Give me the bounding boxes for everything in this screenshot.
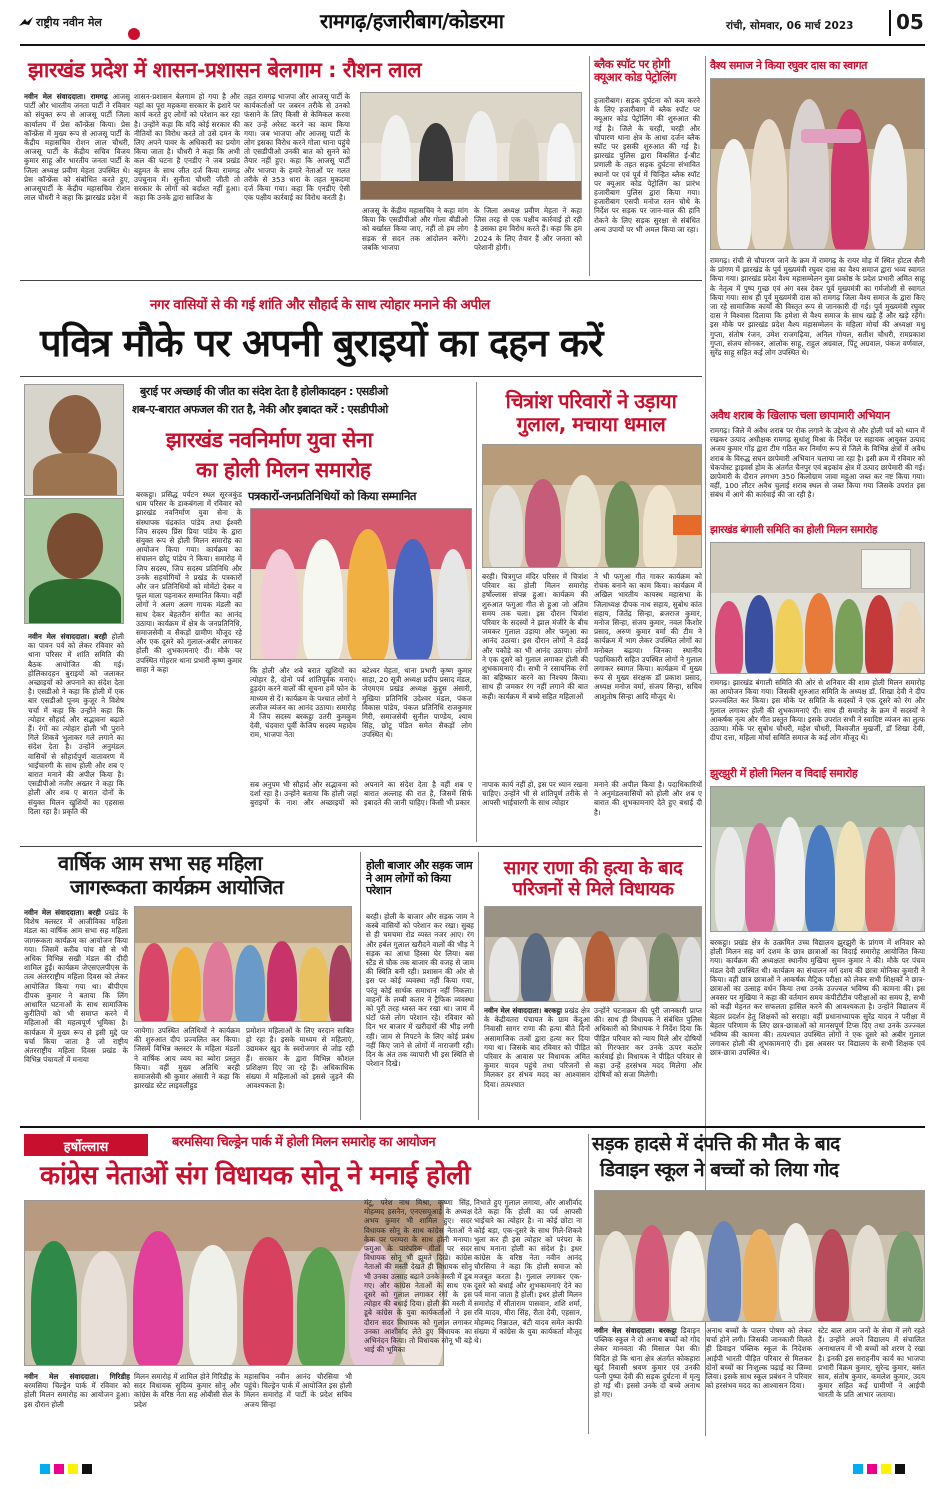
holi-text: होली का पावन पर्व को लेकर रविवार को थाना परिसर में शांति समिति की बैठक आयोजित की गई। होलिकादहन बुराइयों को जलाकर अच्छाइयों को अपनाने का संदेश देता है। एसडीओ ने कहा कि होली में एक बार एसडीओ पूनम कुजूर ने विशेष चर्चा में कहा कि उन्होंने कहा कि त्योहार सौहार्द और सद्भावना बढ़ाते हैं। रंगों का त्योहार होली भी पुराने गिले शिकवे भुलाकर गले लगाने का संदेश देता है। उन्होंने अनुमंडल वासियों से सौहार्दपूर्ण वातावरण में भाईचारगी के साथ होली और शब ए बारात मनाने की अपील किया है। एसडीपीओ नजीर अख्तर ने कहा कि होली और शब ए बारात दोनों के संयुक्त मिलन खुशियों का एहसास दिला रहा है। प्रकृति की: [28, 632, 124, 816]
congress-text-3: महासचिव नवीन आनंद चौरसिया भी पहुंचे। चिल्ड्रेन पार्क में आयोजित इस होली मिलन समारोह में पार्टी के प्रदेश सचिव अजय सिन्हा: [244, 1372, 352, 1409]
lead-photo: [360, 92, 582, 200]
bird-icon: [18, 16, 34, 30]
lead-headline: झारखंड प्रदेश में शासन-प्रशासन बेलगाम : रौशन लाल: [28, 58, 422, 82]
ornament: [128, 28, 140, 40]
bangali-headline: झारखंड बंगाली समिति का होली मिलन समारोह: [710, 524, 877, 536]
sagar-text-1: प्रखंड क्षेत्र के केंद्रीयतरा पंचायत के ग्राम केंदुआ निवासी सागर राणा की हत्या बीते दिनों असामाजिक तत्वों द्वारा हत्या कर दिया गया था। जिसके बाद रविवार को पीड़ित परिवार के आवास पर विधायक अमित कुमार यादव पहुंचे तथा परिजनों से मिलकर हर संभव मदद का आश्वासन दिया। तत्पश्चात: [484, 1006, 590, 1089]
chitransh-text-1: बरही। चित्रगुप्त मंदिर परिसर में चित्रांश परिवार का होली मिलन समारोह हर्षोल्लास संपन्न हुआ। कार्यक्रम की शुरुआत फगुआ गीत से हुआ जो अंतिम समय तक चला। इस दौरान चित्रांश परिवार के सदस्यों ने झाल मंजीरे के बीच जमकर गुलाल उड़ाया और फगुआ का आनंद उठाया। इस दौरान लोगों ने ठंडई और पकौड़े का भी आनंद उठाया। लोगों ने एक दूसरे को गुलाल लगाकर होली की शुभकामनाएं दी। सभी ने रसायनिक रंगों का बहिष्कार करने का निश्चय किया। साथ ही जमकर रंग नहीं लगाने की बात कही। कार्यक्रम में बच्चे सहित महिलाओं: [482, 572, 588, 701]
accident-col-2: [706, 1326, 812, 1432]
mahila-headline-2: जागरूकता कार्यक्रम आयोजित: [70, 875, 284, 899]
congress-text-2: मिलन समारोह में शामिल होने गिरिडीह के सदर विधायक सुदिव्य कुमार सोनू और कांग्रेस के वरिष्ठ नेता सह ओबीसी सेल के प्रदेश: [134, 1372, 240, 1409]
lead-byline: नवीन मेल संवाददाता। रामगढ़: [24, 92, 108, 101]
congress-col-3: [244, 1372, 352, 1432]
lead-text-3: तहत रामगढ़ भाजपा और आजसू पार्टी के कार्यकर्ताओं पर जबरन तरीके से उनको फंसाने के लिए किसी से केमिकल करवा कर उन्हें अरेस्ट करने का काम किया गया। जब भाजपा और आजसू पार्टी के लोग इसका विरोध करने गोला थाना पहुंचे तो एसडीपीओ उनकी बात को सुनने को तैयार नहीं हुए। कहा कि आजसू पार्टी और भाजपा के हमारे नेताओं पर गलत तरीके से 353 धारा के तहत मुकदमा दर्ज किया गया। कहा कि एनडीए ऐसी एक पक्षीय कार्रवाई का विरोध करती है।: [244, 92, 350, 203]
mahila-byline: नवीन मेल संवाददाता। बरही: [24, 908, 101, 917]
bangali-text: रामगढ़। झारखंड बंगाली समिति की ओर से शनिवार की शाम होली मिलन समारोह का आयोजन किया गया। जिसकी शुरुआत समिति के अध्यक्ष डॉ. शिखा देवी ने दीप प्रज्ज्वलित कर किया। इस मौके पर समिति के सदस्यों ने एक दूसरे को रंग और गुलाल लगाकर होली की शुभकामनाएं दी। साथ ही समारोह के क्रम में सदस्यों ने आकर्षक नृत्य और गीत प्रस्तुत किया। इसके उपरांत सभी ने स्वादिष्ट व्यंजन का लुत्फ उठाया। मौके पर सुबोध चौधरी, महेश चौधरी, विश्वजीत मुखर्जी, डॉ शिखा देवी, दीपा दत्ता, महिला मोर्चा समिति समाज के कई लोग मौजूद थे।: [710, 678, 925, 743]
accident-col-3: [818, 1326, 925, 1432]
mahila-col-3: [246, 1026, 354, 1118]
holi-quote-2: शब-ए-बारात अफजल की रात है, नेकी और इबादत करें : एसडीपीओ: [132, 403, 388, 416]
awaidh-text: रामगढ़। जिले में अवैध शराब पर रोक लगाने के उद्देश्य से और होली पर्व को ध्यान में रखकर उत्पाद अधीक्षक रामगढ़ सुधांशु मिश्रा के निर्देश पर सहायक आयुक्त उत्पाद अजय कुमार गोंड़ द्वारा टीम गठित कर निर्माण रूप से जिले के विभिन्न क्षेत्रों में अवैध शराब के विरुद्ध सघन छापेमारी अभियान चलाया जा रहा है। इसी क्रम में रविवार को चेकपोस्ट ड्राइवर्स होम के अंतर्गत चैनपुर एवं बड़कांव क्षेत्र में उत्पाद छापेमारी की गई। छापेमारी के दौरान लगभग 350 किलोग्राम जावा महुआ जब्त कर नष्ट किया गया। वहीं, 100 लीटर अवैध चुलाई शराब स्थल से जब्त किया गया जिसके उपरांत इस संबंध में आगे की कार्रवाई की जा रही है।: [710, 426, 925, 500]
chitransh-photo: [482, 444, 702, 568]
congress-col-1: [24, 1372, 130, 1432]
chitransh-text-2: ने भी फगुआ गीत गाकर कार्यक्रम को रोचक बनाने का काम किया। कार्यक्रम में अखिल भारतीय कायस्थ महासभा के जिलाध्यक्ष दीपक नाथ सहाय, सुबोध कांत सहाय, जितेंद्र सिन्हा, ब्रजराज कुमार, मनोज सिन्हा, संजय कुमार, नवल किशोर प्रसाद, अरुण कुमार वर्मा की टीम ने कार्यक्रम में भाग लेकर उपस्थित लोगों का मनोबल बढ़ाया। जिनका स्थानीय पदाधिकारी सहित उपस्थित लोगों ने गुलाल लगाकर स्वागत किया। कार्यक्रम में मुख्य रूप से मुख्य संरक्षक डॉ प्रकाश प्रसाद, अध्यक्ष मनोज वर्मा, संजय सिन्हा, सचिव आशुतोष सिन्हा आदि मौजूद थे।: [594, 572, 702, 701]
holi-quote-1: बुराई पर अच्छाई की जीत का संदेश देता है होलीकादहन : एसडीओ: [140, 385, 388, 398]
divider: [589, 56, 590, 276]
mahila-text-3: प्रमोशन महिलाओं के लिए वरदान साबित हो रहा है। इसके माध्यम से महिलाएं, उद्यमकर खुद के स्वरोजगार से जोड़ रही हैं। सरकार के द्वारा विभिन्न कौशल प्रशिक्षण दिए जा रहे हैं। अधिकाधिक संख्या में महिलाओं को इससे जुड़ने की आवश्यकता है।: [246, 1026, 354, 1091]
holi-kicker: नगर वासियों से की गई शांति और सौहार्द के साथ त्योहार मनाने की अपील: [150, 297, 490, 313]
jhurjhuri-photo: [710, 786, 925, 932]
page-number: 05: [896, 10, 924, 34]
blackspot-body: [594, 96, 700, 276]
chitransh-col-1: [482, 572, 588, 774]
congress-text-5: निभाते हुए गुलाल लगाया, और आशीर्वाद देते कहा कि होली का पर्व आपसी भाईचारे का त्योहार है। ना कोई छोटा ना कोई बड़ा, एक-दूसरे के साथ गिले-शिकवे भुला कर ही इस त्योहार को परंपरा के साथ मनाना होली का संदेश है। इधर कांग्रेस के वरिष्ठ नेता नवीन आनंद चौरसिया ने कहा कि होली समाज को मजबूत करता है। गुलाल लगाकर एक-दूसरे को बधाई और शुभकामनाएं देने का पर्व माना जाता है होली। इधर होली मिलन समारोह में सीताराम पासवान, शशि शर्मा, रवि यादव, मीरा सिंह, रीता देवी, एहसान, मोहम्मद निन्नाउल, बंटी यादव समेत काफी संख्या में कांग्रेस के युवा कार्यकर्ता मौजूद थे।: [474, 1198, 582, 1346]
mahila-headline-1: वार्षिक आम सभा सह महिला: [58, 851, 263, 875]
congress-col-4: [364, 1198, 472, 1432]
holi-body: [28, 632, 124, 840]
jhurjhuri-body: [710, 938, 925, 1122]
accident-col-1: [594, 1326, 700, 1432]
jnys-text-2: कि होली और शबे बरात खुशियों का त्योहार है, दोनो पर्व शांतिपूर्वक मनाएं। हुड़दंग करने वालों की सूचना हमें फोन के माध्यम से दें। कार्यक्रम के पश्चात लोगों ने लजीज व्यंजन का आनंद उठाया। समारोह में जिप सदस्य बरकट्ठा उतरी कुमकुम देवी, चंदवारा पूर्वी केजिप सदस्य महादेव राम, भाजपा नेता: [250, 666, 356, 740]
lead-col-2: [134, 92, 240, 272]
divider: [588, 1134, 589, 1434]
lead-col-1: [24, 92, 130, 272]
mahila-text-2: जायेगा। उपस्थित अतिथियों ने कार्यक्रम की शुरुआत दीप प्रज्वलित कर किया। जिसमें विभिन्न क्लस्टर के महिला मंडलों ने वार्षिक आय व्यय का ब्योरा प्रस्तुत किया। वहीं मुख्य अतिथि बरही समाजसेवी श्री कुमार अंसारी ने कहा कि झारखंड स्टेट लाइवलीहुड: [134, 1026, 240, 1091]
lead-col-4: [362, 206, 468, 274]
chitransh-col-2: [594, 572, 702, 774]
jhurjhuri-text: बरकट्ठा। प्रखंड क्षेत्र के उत्क्रमित उच्च विद्यालय झुरझुरी के प्रांगण में शनिवार को होली मिलन सह वर्ग दशम के छात्र छात्राओं का विदाई समारोह आयोजित किया गया। कार्यक्रम की अध्यक्षता स्थानीय मुखिया सुमन कुमार ने की। मौके पर पंचम मंडल देवी उपस्थित थी। कार्यक्रम का संचालन वर्ग दशम की छात्रा मोनिका कुमारी ने किया। वहीं छात्र छात्राओं ने आकर्षक मैट्रिक परीक्षा को लेकर सभी शिक्षकों ने छात्र-छात्राओं का उत्साह वर्धन किया तथा उनके उज्ज्वल भविष्य की कामना की। इस अवसर पर मुखिया ने कहा की वर्तमान समय कंपीटीटीव परीक्षाओं का समय है, सभी को कड़ी मेहनत कर सफलता हासिल करने की आवश्यकता है। उन्होंने विद्यालय में बेहतर प्रदर्शन हेतु शिक्षकों को सराहा। वहीं प्रधानाध्यापक सुरेंद्र यादव ने परीक्षा में बेहतर परिणाम के लिए छात्र-छात्राओं को मानसपूर्ण टिप्स दिए तथा उनके उज्ज्वल भविष्य की कामना की। तत्पश्चात उपस्थित लोगों ने एक दूसरे को अबीर गुलाल लगाकर होली की शुभकामनाएं दी। इस अवसर पर विद्यालय के सभी शिक्षक एवं छात्र-छात्रा उपस्थित थे।: [710, 938, 925, 1058]
harsholas-tag: [24, 1134, 148, 1156]
vaishya-photo: [710, 78, 925, 250]
lead-text-1: आजसू पार्टी और भारतीय जनता पार्टी ने रविवार को संयुक्त रूप से आजसू पार्टी जिला कार्यालय में प्रेस कॉन्फ्रेंस किया। प्रेस कॉन्फ्रेंस में मुख्य रूप से आजसू पार्टी के केंद्रीय महासचिव रोशन लाल चौधरी, आजसू पार्टी के केंद्रीय सचिव विजय कुमार साहू और भारतीय जनता पार्टी के जिला अध्यक्ष प्रवीण मेहता उपस्थित थे। प्रेस कॉन्फ्रेंस को संबोधित करते हुए, आजसूपार्टी के केंद्रीय महासचिव रोशन लाल चौधरी ने कहा कि झारखंड प्रदेश में: [24, 92, 130, 203]
lead-text-2: शासन-प्रशासन बेलगाम हो गया है और यहां का पूरा महकमा सरकार के इशारे पर कार्य करते हुए लोगों को परेशान कर रहा है। उन्होंने कहा कि यदि कोई सरकार की नीतियों का विरोध करते तो उसे दमन के लिए अपने पावर के अधिकारी का प्रयोग किया जाता है। चौधरी ने कहा कि अभी कल की घटना है एनडीए ने जब प्रखंड बहुमत के साथ जीत दर्ज किया रामगढ़ उपचुनाव में। सुनीता चौधरी जीती तो सरकार के लोगों को बर्दाश्त नहीं हुआ। कहा कि उनके द्वारा साजिश के: [134, 92, 240, 203]
holi-headline: पवित्र मौके पर अपनी बुराइयों का दहन करें: [40, 321, 603, 365]
blackspot-text: हजारीबाग। सड़क दुर्घटना को कम करने के लिए हजारीबाग में ब्लैक स्पॉट पर क्यूआर कोड पेट्रोलिंग की शुरुआत की गई है। जिले के चरही, चरही और चौपारण थाना क्षेत्र के आधा दर्जन ब्लैक स्पॉट पर इसकी शुरुआत की गई है। झारखंड पुलिस द्वारा विकसित ई-बीट प्रणाली के तहत सड़क दुर्घटना संभावित स्थानों पर एवं पूर्व में चिन्हित ब्लैक स्पॉट पर क्यूआर कोड पेट्रोलिंग का प्रारंभ हजारीबाग पुलिस द्वारा किया गया। हजारीबाग एसपी मनोज रतन चोथे के निर्देश पर सड़क पर जान-माल की हानि रोकने के लिए सड़क सुरक्षा से संबंधित अन्य उपायों पर भी अमल किया जा रहा।: [594, 96, 700, 234]
section-title: रामगढ़/हजारीबाग/कोडरमा: [320, 9, 504, 33]
jnys-text-3: बटेश्वर मेहता, थाना प्रभारी कृष्ण कुमार साहा, 20 सूत्री अध्यक्ष प्रदीप प्रसाद मंडल, जेएमएम प्रखंड अध्यक्ष कुद्दुस अंसारी, मुखिया प्रतिनिधि उदेश्वर मंडल, पंकज विकास पांडेय, पंकज प्रतिनिधि राजकुमार गिरी, समाजसेवी सुनील पाण्डेय, श्याम सिंह, छोटू पंडित समेत सैकड़ों लोग उपस्थित थे।: [362, 666, 472, 740]
tag-label: हर्षोल्लास: [63, 1140, 109, 1155]
divider: [20, 280, 702, 281]
jnys-text-1: बरकट्ठा। प्रसिद्ध पर्यटन स्थल सूरजकुंड धाम परिसर के डाकबंगला में रविवार को झारखंड नवनिर्माण युवा सेना के संस्थापक चंद्रकांत पांडेय तथा ईश्वरी जिप सदस्य प्रिंस प्रिया पांडेय के द्वारा संयुक्त रूप से होली मिलन समारोह का आयोजन किया गया। कार्यक्रम का संचालन छोटू पांडेय ने किया। समारोह में जिप सदस्य, जिप सदस्य प्रतिनिधि और उनके सहयोगियों ने प्रखंड के पत्रकारों और जन प्रतिनिधियों को मोमेंटो देकर व फूल माला पहनाकर सम्मानित किया। वहीं लोगों ने अलग अलग गायक मंडली का साथ देकर बेहतरीन संगीत का आनंद उठाया। कार्यक्रम में क्षेत्र के जनप्रतिनिधि, समाजसेवी व सैकड़ों ग्रामीण मौजूद रहे और एक दूसरे को गुलाल-अबीर लगाकर होली की शुभकामनाएं दी। मौके पर उपस्थित गोहरार थाना प्रभारी कृष्ण कुमार साहा ने कहा: [136, 490, 242, 674]
accident-text-1: डिवाइन पब्लिक स्कूल ने दो अनाथ बच्चों को गोद लेकर मानवता की मिसाल पेश की। विदित हो कि थाना क्षेत्र अंतर्गत कोकहारा खुर्द निवासी श्रवण कुमार एवं उनकी पत्नी पुष्पा देवी की सड़क दुर्घटना में मृत्यु हो गई थी। इससे उनके दो बच्चे अनाथ हो गए।: [594, 1326, 700, 1400]
holi-col-end: [250, 780, 472, 840]
masthead-rule: [20, 44, 925, 46]
mahila-col-2: [134, 1026, 240, 1118]
bangali-photo: [710, 542, 925, 674]
sdo-portrait: [24, 384, 124, 496]
lead-col-3: [244, 92, 350, 272]
mahila-photo: [134, 906, 352, 1022]
holibazar-body: [366, 912, 474, 1118]
divider: [20, 1126, 925, 1128]
chitransh-tail-2: [594, 780, 702, 840]
chitransh-tail-text-1: नापाक कार्य नहीं हो, इस पर ध्यान रखना चाहिए। उन्होंने भी से शांतिपूर्ण तरीके से आपसी भाईचारगी के साथ त्योहार: [482, 780, 588, 808]
accident-headline-2: डिवाइन स्कूल ने बच्चों को लिया गोद: [600, 1159, 839, 1181]
vaishya-text: रामगढ़। रांची से चौपारण जाने के क्रम में रामगढ़ के रायर मोड़ में स्थित होटल सैनी के प्रांगण में झारखंड के पूर्व मुख्यमंत्री रघुवर दास का वैश्य समाज द्वारा भव्य स्वागत किया गया। झारखंड प्रदेश वैश्य महासम्मेलन युवा प्रकोष्ठ के प्रदेश प्रभारी अमित साहू के नेतृत्व में पुष्प गुच्छ एवं अंग वस्त्र देकर पूर्व मुख्यमंत्री का गर्मजोशी से स्वागत किया गया। साथ ही पूर्व मुख्यमंत्री दास को रामगढ़ जिला वैश्य समाज के द्वारा किए जा रहे सामाजिक कार्यों की विस्तृत रूप से जानकारी दी गई। पूर्व मुख्यमंत्री रघुवर दास ने विश्वास दिलाया कि हमेशा से वैश्य समाज के साथ खड़े हैं और खड़े रहेंगे। इस मौके पर झारखंड प्रदेश वैश्य महासम्मेलन के महिला मोर्चा की अध्यक्षा मधु गुप्ता, संतोष रंजन, उमेश राजगढ़िया, अनिल गोयल, सतीश चौधरी, रामप्रकाश गुप्ता, संजय सोनकर, आलोक साहू, राहुल अग्रवाल, पिंटू अग्रवाल, पंकज वर्णवाल, सुरेंद्र साहू सहित कई लोग उपस्थित थे।: [710, 256, 925, 358]
chitransh-tail-1: [482, 780, 588, 840]
accident-text-2: अनाथ बच्चों के पालन पोषण को लेकर चर्चा होने लगी। जिसकी जानकारी मिलते ही डिवाइन पब्लिक स्कूल के निदेशक आईपी भारती पीड़ित परिवार से मिलकर दोनों बच्चों का निःशुल्क पढ़ाई का जिम्मा लिया। इसके साथ स्कूल प्रबंधन ने परिवार को हरसंभव मदद का आश्वासन दिया।: [706, 1326, 812, 1391]
lead-text-4: आजसू के केंद्रीय महासचिव ने कहा मांग किया कि एसडीपीओ और गोला बीडीओ को बर्खास्त किया जाए, नहीं तो हम लोग सड़क से सदन तक आंदोलन करेंगे। जबकि भाजपा: [362, 206, 468, 252]
awaidh-body: [710, 426, 925, 518]
jnys-col-3: [362, 666, 472, 776]
sagar-col-1: [484, 1006, 590, 1118]
jnys-col-1: [136, 490, 242, 838]
lead-text-5: के जिला अध्यक्ष प्रवीण मेहता ने कहा जिस तरह से एक पक्षीय कार्रवाई हो रही है उसका हम विरोध करते हैं। कहा कि हम 2024 के लिए तैयार हैं और जनता को परेशानी होगी।: [474, 206, 582, 252]
brand-name: राष्ट्रीय नवीन मेल: [36, 16, 102, 29]
jnys-headline-1: झारखंड नवनिर्माण युवा सेना: [166, 428, 373, 452]
lead-col-5: [474, 206, 582, 274]
divider: [360, 852, 361, 1120]
holi-text-end: सब अनुपम भी सौहार्द और सद्भावना को दर्शा रहा है। उन्होंने बताया कि होली जहां बुराइयों के नाश और अच्छाइयों को अपनाने का संदेश देता है वहीं शब ए बारात अल्लाह की रात है, जिसमें सिर्फ इबादते की जानी चाहिए। किसी भी प्रकार: [250, 780, 472, 808]
holi-byline: नवीन मेल संवाददाता। बरही: [28, 632, 107, 641]
congress-headline: कांग्रेस नेताओं संग विधायक सोनू ने मनाई होली: [40, 1161, 471, 1191]
mahila-col-1: [24, 908, 128, 1118]
sagar-byline: नवीन मेल संवाददाता। बरकट्ठा: [484, 1006, 563, 1015]
dateline: रांची, सोमवार, 06 मार्च 2023: [726, 20, 854, 32]
accident-photo: [594, 1190, 925, 1322]
divider: [20, 376, 702, 377]
sagar-col-2: [594, 1006, 702, 1118]
sagar-photo: [484, 906, 702, 1002]
congress-text-1: बरमसिया चिल्ड्रेन पार्क में रविवार को होली मिलन समारोह का आयोजन हुआ। इस दौरान होली: [24, 1381, 130, 1409]
accident-text-3: स्टेट बाल आम जनों के सेवा में लगे रहते हैं। उन्होंने अपने विद्यालय में संचालित अनाथालय में भी बच्चों को शरण दे रखा है। इनकी इस सराहनीय कार्य का भाजपा प्रभारी विक्रम कुमार, सुरेन्द्र कुमार, बसंत साव, संतोष कुमार, कमलेश कुमार, उदय कुमार सहित कई ग्रामीणों ने आईपी भारती के प्रति आभार जताया।: [818, 1326, 925, 1400]
mahila-text-1: प्रखंड के विशेष क्लस्टर में आजीविका महिला मंडल का वार्षिक आम सभा सह महिला जागरूकता कार्यक्रम का आयोजन किया गया। जिसमें करीब पांच सौ से भी अधिक विभिन्न सखी मंडल की दीदी शामिल हुईं। कार्यक्रम जेएसएलपीएस के तत्व अंतरराष्ट्रीय महिला दिवस को लेकर आयोजित किया गया था। बीपीएम दीपक कुमार ने बताया कि लिंग आधारित घटनाओं के साथ सामाजिक कुरीतियों को भी समाप्त करने में महिलाओं की महत्वपूर्ण भूमिका है। कार्यक्रम में मुख्य रूप से इसी मुद्दे पर चर्चा किया जाता है जो राष्ट्रीय अंतरराष्ट्रीय महिला दिवस प्रखंड के विभिन्न पंचायतों में मनाया: [24, 908, 128, 1065]
jhurjhuri-headline: झुरझुरी में होली मिलन व विदाई समारोह: [710, 767, 858, 780]
congress-text-4: मंटू, परेश नाथ मिश्रा, कृष्णा सिंह, मोहम्मद हसनैन, एनएसयूआई के अध्यक्ष अभय कुमार भी शामिल हुए। सदर विधायक सोनू के साथ कांग्रेस नेताओं ने केक पर परम्परा के साथ होली मनाया। फगुआ के पारंपरिक गीतों पर सदर विधायक सोनू भी झूमते दिखे। कांग्रेस नेताओं की मस्ती देखते ही विधायक सोनू भी उनका उत्साह बढ़ाने उनके मस्ती में डूब गए। और कांग्रेस नेताओं के साथ एक दूसरे को गुलाल लगाकर रंगों के इस त्योहार की बधाई दिया। होली की मस्ती में डूबे कांग्रेस के युवा कार्यकर्ताओं ने इस दौरान सदर विधायक को गुलाल लगाकर उनका आशीर्वाद लेते हुए विधायक का अभिनंदन किया। तो विधायक सोनू भी बड़े भाई की भूमिका: [364, 1198, 472, 1355]
page-number-divider: [889, 10, 891, 36]
jnys-photo: [250, 508, 472, 660]
holibazar-text: बरही। होली के बाजार और सड़क जाम ने कस्बे वासियों को परेशान कर रखा। सुबह से ही चमचमा रोड व्यस्त नजर आए। रंग और हर्बल गुलाल खरीदने वालों की भीड़ ने सड़क का आधा हिस्सा घेर लिया। बस स्टैंड से चौक तक बाजार की वजह से जाम की स्थिति बनी रही। प्रशासन की ओर से इस पर कोई व्यवस्था नहीं किया गया, परंतु कोई सार्थक समाधान नहीं निकला। वाहनों के लम्बी कतार ने ट्रैफिक व्यवस्था को पूरी तरह ध्वस्त कर रखा था। जाम में घंटों फंसे लोग परेशान रहे। रविवार को दिन भर बाजार में खरीदारों की भीड़ लगी रही। जाम से निपटने के लिए कोई प्रबंध नहीं किए जाने से लोगों में नाराजगी रही। दिन के अंत तक व्यापारी भी इस स्थिति से परेशान दिखे।: [366, 912, 474, 1069]
jnys-headline-2: का होली मिलन समारोह: [196, 458, 371, 482]
masthead: [0, 0, 945, 46]
divider: [20, 846, 702, 847]
chitransh-tail-text-2: मनाने की अपील किया है। पदाधिकारियों ने अनुमंडलवासियों को होली और शब ए बारात की शुभकामनाएं देते हुए बधाई दी है।: [594, 780, 702, 817]
accident-headline-1: सड़क हादसे में दंपत्ति की मौत के बाद: [592, 1133, 840, 1155]
congress-kicker: बरमसिया चिल्ड्रेन पार्क में होली मिलन समारोह का आयोजन: [172, 1135, 436, 1150]
register-bar: [40, 1464, 905, 1474]
blackspot-headline: ब्लैक स्पॉट पर होगी क्यूआर कोड पेट्रोलिंग: [594, 57, 676, 85]
sagar-text-2: उन्होंने घटनाक्रम की पूरी जानकारी प्राप्त की। साथ ही विधायक ने संबंधित पुलिस अधिकारी को विधायक ने निर्देश दिया कि पीड़ित परिवार को न्याय मिले और दोषियों को गिरफ्तार कर उनके ऊपर कठोर कार्रवाई हो। विधायक ने पीड़ित परिवार से कहा उन्हें हरसंभव मदद मिलेगा और दोषियों को सजा मिलेगी।: [594, 1006, 702, 1080]
congress-col-5: [474, 1198, 582, 1432]
sdpo-portrait: [24, 498, 124, 624]
vaishya-body: [710, 256, 925, 404]
holibazar-headline: होली बाजार और सड़क जाम ने आम लोगों को किया परेशान: [366, 859, 473, 898]
brand-logo: [18, 14, 138, 34]
jnys-subhead: पत्रकारों-जनप्रतिनिधियों को किया सम्मानित: [248, 489, 416, 503]
congress-byline: नवीन मेल संवाददाता। गिरिडीह: [24, 1372, 130, 1381]
chitransh-headline: चित्रांश परिवारों ने उड़ाया गुलाल, मचाया धमाल: [505, 389, 677, 436]
congress-col-2: [134, 1372, 240, 1432]
sagar-headline: सागर राणा की हत्या के बाद परिजनों से मिले विधायक: [503, 858, 683, 901]
awaidh-headline: अवैध शराब के खिलाफ चला छापामारी अभियान: [710, 409, 890, 422]
accident-byline: नवीन मेल संवाददाता। बरकट्ठा: [594, 1326, 677, 1335]
divider: [478, 852, 479, 1120]
vaishya-headline: वैश्य समाज ने किया रघुवर दास का स्वागत: [710, 59, 867, 72]
divider: [476, 382, 477, 842]
bangali-body: [710, 678, 925, 764]
